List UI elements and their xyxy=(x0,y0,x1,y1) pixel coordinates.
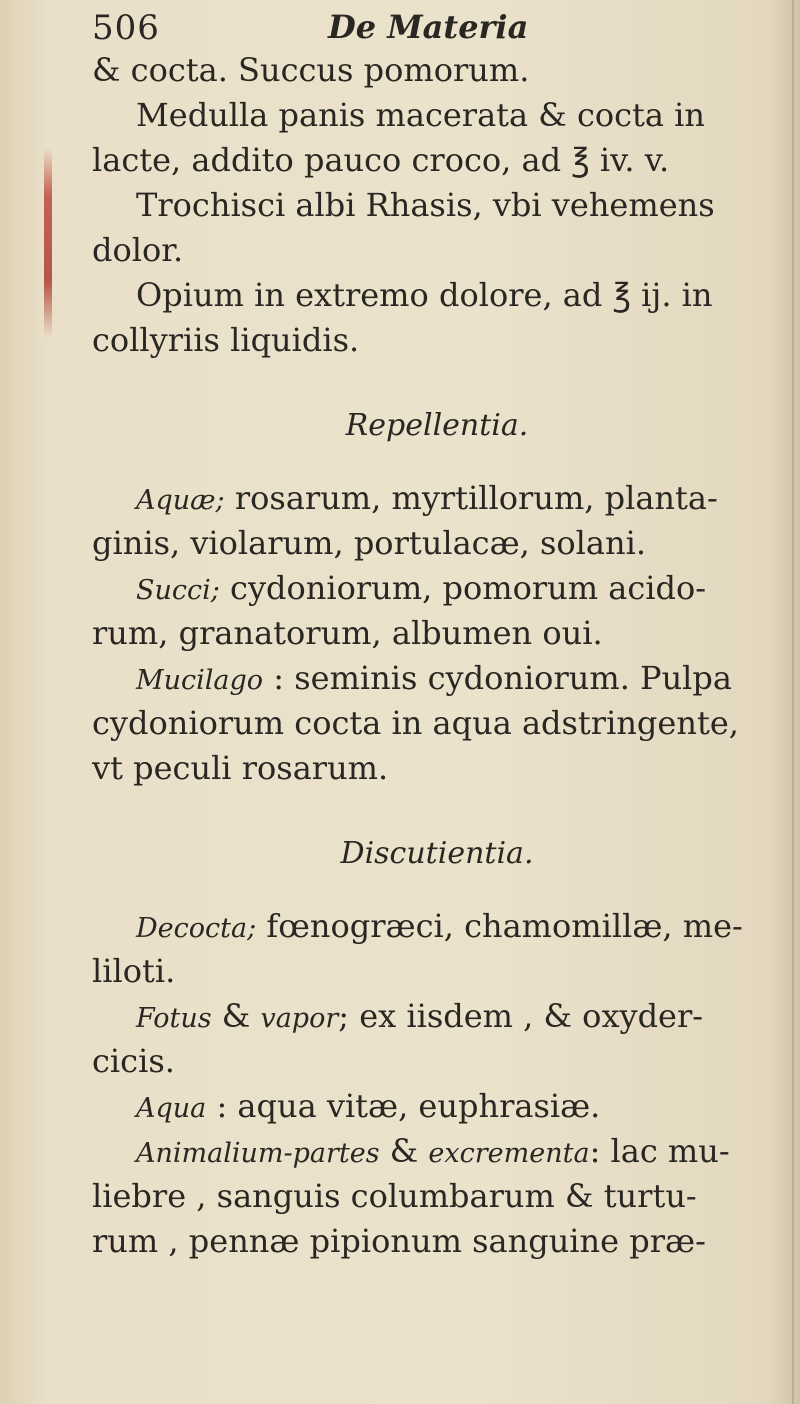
running-head: De Materia xyxy=(328,8,529,46)
entry-lead: Mucilago xyxy=(136,665,264,696)
text-block xyxy=(92,48,782,1264)
entry-text: : seminis cydoniorum. Pulpa xyxy=(263,659,732,697)
text-line: cicis. xyxy=(92,1042,175,1080)
entry-text: & xyxy=(379,1132,429,1170)
text-line: cydoniorum cocta in aqua adstringente, xyxy=(92,704,739,742)
text-line: Trochisci albi Rhasis, vbi vehemens xyxy=(136,186,715,224)
entry-text: rosarum, myrtillorum, planta- xyxy=(224,479,718,517)
text-line: vt peculi rosarum. xyxy=(92,749,389,787)
text-line: Opium in extremo dolore, ad ℥ ij. in xyxy=(136,276,713,314)
text-line: Medulla panis macerata & cocta in xyxy=(136,96,705,134)
page-number: 506 xyxy=(92,8,160,48)
page-header xyxy=(92,4,752,54)
text-line: lacte, addito pauco croco, ad ℥ iv. v. xyxy=(92,141,670,179)
page-spine-edge xyxy=(792,0,794,1404)
entry-lead: Decocta; xyxy=(136,913,257,944)
entry-lead: vapor xyxy=(260,1003,339,1034)
entry-lead: Aquæ; xyxy=(136,485,225,516)
entry-lead: Aqua xyxy=(136,1093,207,1124)
text-line: & cocta. Succus pomorum. xyxy=(92,51,530,89)
text-line: ginis, violarum, portulacæ, solani. xyxy=(92,524,646,562)
text-line xyxy=(92,656,782,701)
entry-text: cydoniorum, pomorum acido- xyxy=(219,569,707,607)
text-line: collyriis liquidis. xyxy=(92,321,360,359)
text-line: liloti. xyxy=(92,952,176,990)
section-heading-repellentia: Repellentia. xyxy=(345,408,529,443)
text-line xyxy=(92,904,782,949)
text-line xyxy=(92,566,782,611)
entry-text: : lac mu- xyxy=(589,1132,730,1170)
entry-text: ; ex iisdem , & oxyder- xyxy=(338,997,704,1035)
entry-text: : aqua vitæ, euphrasiæ. xyxy=(206,1087,601,1125)
entry-lead: Animalium-partes xyxy=(136,1138,380,1169)
entry-lead: Fotus xyxy=(136,1003,212,1034)
entry-lead: Succi; xyxy=(136,575,220,606)
text-line: rum , pennæ pipionum sanguine præ- xyxy=(92,1222,706,1260)
text-line xyxy=(92,1129,782,1174)
entry-text: & xyxy=(211,997,261,1035)
text-line: rum, granatorum, albumen oui. xyxy=(92,614,603,652)
text-line xyxy=(92,994,782,1039)
text-line: dolor. xyxy=(92,231,184,269)
entry-text: fœnogræci, chamomillæ, me- xyxy=(256,907,743,945)
text-line: liebre , sanguis columbarum & turtu- xyxy=(92,1177,697,1215)
section-heading-discutientia: Discutientia. xyxy=(340,836,534,871)
entry-lead: excrementa xyxy=(428,1138,590,1169)
text-line xyxy=(92,1084,782,1129)
text-line xyxy=(92,476,782,521)
red-ink-mark xyxy=(44,148,52,338)
